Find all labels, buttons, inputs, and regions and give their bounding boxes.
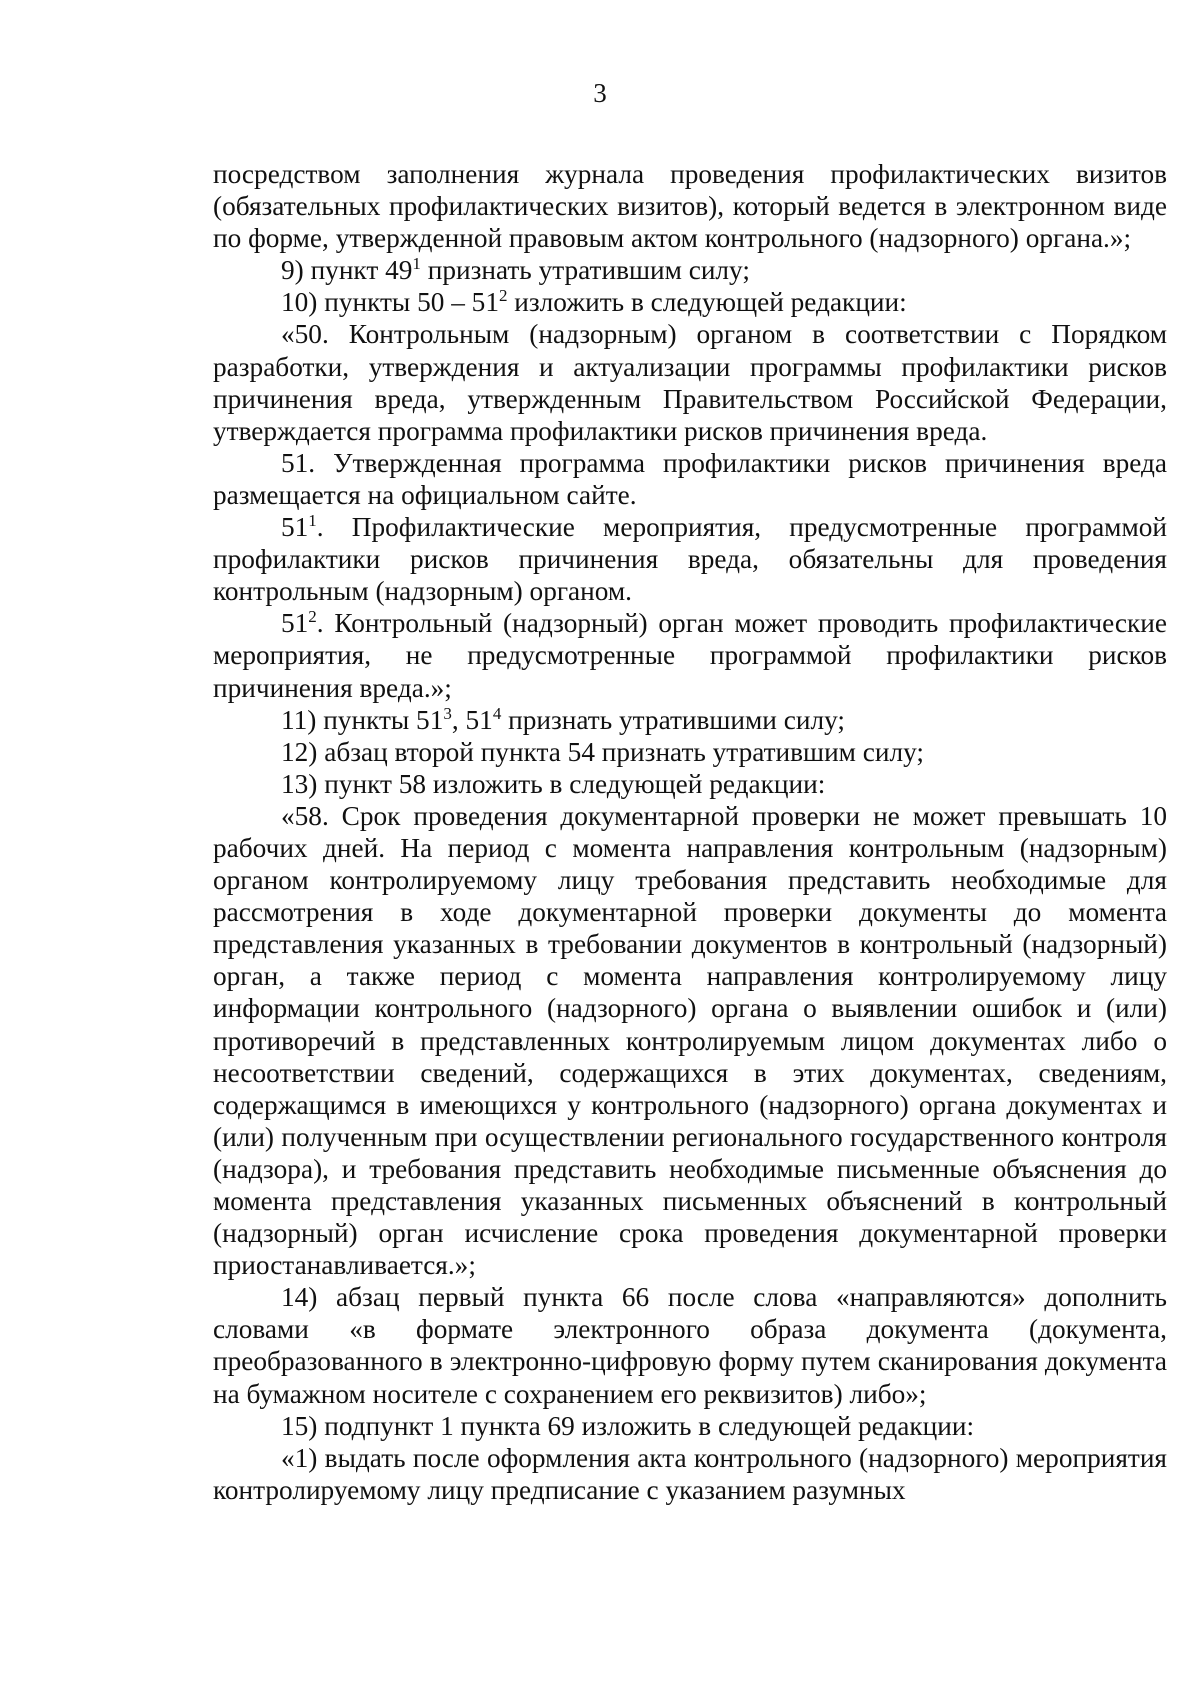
superscript: 3 (443, 703, 452, 723)
paragraph (213, 1442, 1167, 1506)
paragraph (213, 1281, 1167, 1409)
superscript: 1 (308, 511, 317, 531)
paragraph (213, 736, 1167, 768)
paragraph-text: 51 (281, 512, 309, 543)
paragraph-text: 11) пункты 51 (281, 704, 444, 735)
paragraph-text: 12) абзац второй пункта 54 признать утратившим силу; (281, 736, 924, 767)
paragraph-text: «58. Срок проведения документарной проверки не может превышать 10 рабочих дней. На период с момента направления контрольным (надзорным) органом контролируемому лицу требования представить необходимые для рассмотрения в ходе документарной проверки документы до момента представления указанных в требовании документов в контрольный (надзорный) орган, а также период с момента направления контролируемому лицу информации контрольного (надзорного) органа о выявлении ошибок и (или) противоречий в представленных контролируемым лицом документах либо о несоответствии сведений, содержащихся в этих документах, сведениям, содержащимся в имеющихся у контрольного (надзорного) органа документах и (или) полученным при осуществлении регионального государственного контроля (надзора), и требования представить необходимые письменные объяснения до момента представления указанных письменных объяснений в контрольный (надзорный) орган исчисление срока проведения документарной проверки приостанавливается.»; (213, 800, 1167, 1281)
paragraph-text: «1) выдать после оформления акта контрольного (надзорного) мероприятия контролируемому лицу предписание с указанием разумных (213, 1442, 1167, 1505)
paragraph-text: посредством заполнения журнала проведения профилактических визитов (обязательных профилактических визитов), который ведется в электронном виде по форме, утвержденной правовым актом контрольного (надзорного) органа.»; (213, 159, 1167, 254)
paragraph-text: 51 (281, 608, 309, 639)
paragraph-text: «50. Контрольным (надзорным) органом в соответствии с Порядком разработки, утверждения и актуализации программы профилактики рисков причинения вреда, утвержденным Правительством Российской Федерации, утверждается программа профилактики рисков причинения вреда. (213, 319, 1167, 446)
superscript: 2 (308, 607, 317, 627)
paragraph (213, 254, 1167, 286)
paragraph-text: . Профилактические мероприятия, предусмотренные программой профилактики рисков причинения вреда, обязательны для проведения контрольным (надзорным) органом. (213, 512, 1167, 607)
paragraph (213, 158, 1167, 254)
paragraph (213, 286, 1167, 318)
page-number: 3 (593, 78, 607, 108)
superscript: 1 (412, 254, 421, 274)
paragraph-text: 15) подпункт 1 пункта 69 изложить в следующей редакции: (281, 1410, 975, 1441)
paragraph-text: 14) абзац первый пункта 66 после слова «направляются» дополнить словами «в формате электронного образа документа (документа, преобразованного в электронно-цифровую форму путем сканирования документа на бумажном носителе с сохранением его реквизитов) либо»; (213, 1282, 1167, 1409)
superscript: 2 (498, 286, 508, 306)
paragraph (213, 318, 1167, 446)
superscript: 4 (492, 703, 502, 723)
paragraph-text: 9) пункт 49 (281, 255, 413, 286)
paragraph-text: признать утратившими силу; (501, 704, 845, 735)
paragraph-text: 10) пункты 50 – 51 (281, 287, 499, 318)
paragraph-text: . Контрольный (надзорный) орган может проводить профилактические мероприятия, не предусмотренные программой профилактики рисков причинения вреда.»; (213, 608, 1167, 703)
paragraph-text: , 51 (451, 704, 493, 735)
paragraph (213, 447, 1167, 511)
paragraph (213, 800, 1167, 1281)
paragraph (213, 511, 1167, 607)
paragraph (213, 1410, 1167, 1442)
document-body (213, 158, 1167, 1506)
paragraph-text: признать утратившим силу; (420, 255, 750, 286)
paragraph (213, 607, 1167, 703)
paragraph-text: 13) пункт 58 изложить в следующей редакции: (281, 768, 826, 799)
paragraph (213, 704, 1167, 736)
paragraph (213, 768, 1167, 800)
paragraph-text: изложить в следующей редакции: (507, 287, 907, 318)
paragraph-text: 51. Утвержденная программа профилактики рисков причинения вреда размещается на официальном сайте. (213, 447, 1167, 510)
